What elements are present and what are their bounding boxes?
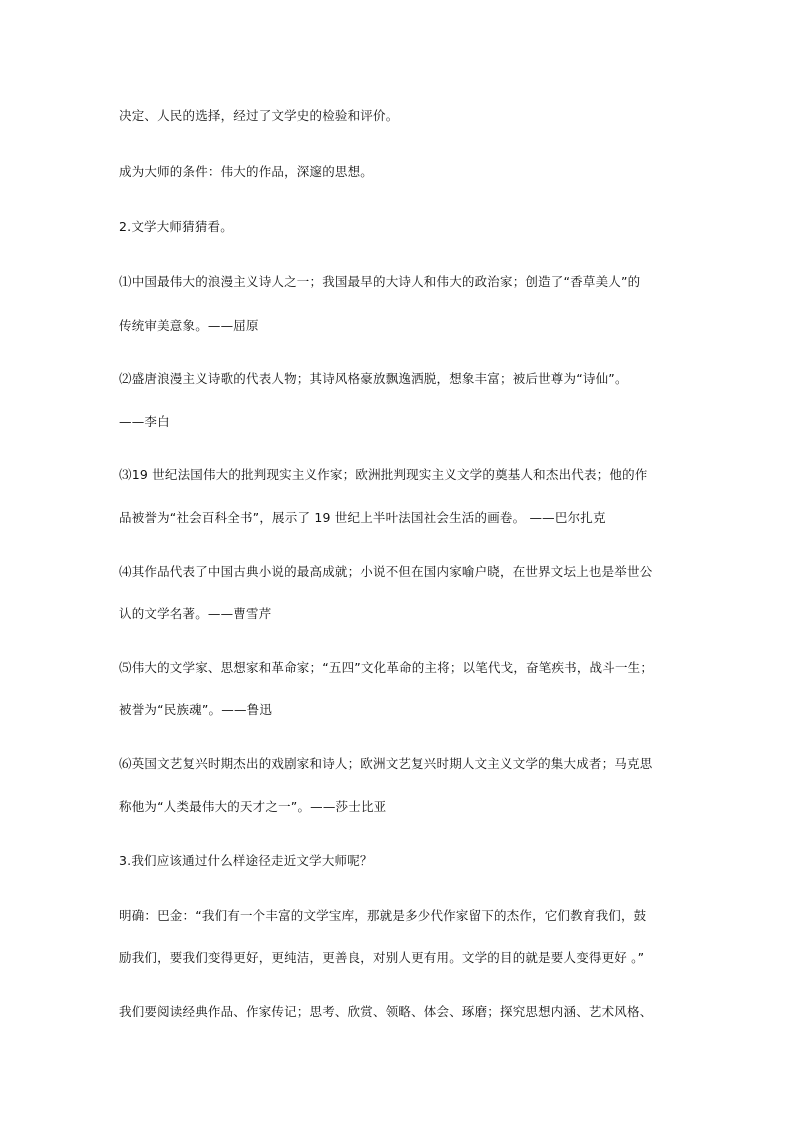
text-line: ⑵盛唐浪漫主义诗歌的代表人物；其诗风格豪放飘逸洒脱，想象丰富；被后世尊为“诗仙”。 (119, 371, 628, 386)
text-line: 被誉为“民族魂”。——鲁迅 (119, 702, 273, 717)
text-line: ⑷其作品代表了中国古典小说的最高成就；小说不但在国内家喻户晓，在世界文坛上也是举世公 (119, 564, 653, 579)
text-line: 明确：巴金：“我们有一个丰富的文学宝库，那就是多少代作家留下的杰作，它们教育我们，鼓 (119, 908, 647, 923)
text-line: ⑹英国文艺复兴时期杰出的戏剧家和诗人；欧洲文艺复兴时期人文主义文学的集大成者；马克思 (119, 756, 653, 771)
text-line: ⑶19 世纪法国伟大的批判现实主义作家；欧洲批判现实主义文学的奠基人和杰出代表；他的作 (119, 467, 648, 482)
text-line: ⑴中国最伟大的浪漫主义诗人之一；我国最早的大诗人和伟大的政治家；创造了“香草美人”的 (119, 274, 641, 289)
text-line: 我们要阅读经典作品、作家传记；思考、欣赏、领略、体会、琢磨；探究思想内涵、艺术风格、 (119, 1004, 653, 1019)
text-line: 传统审美意象。——屈原 (119, 318, 259, 333)
text-line: ——李白 (119, 414, 170, 429)
text-line: 称他为“人类最伟大的天才之一”。——莎士比亚 (119, 799, 387, 814)
section-heading: 3.我们应该通过什么样途径走近文学大师呢？ (119, 853, 373, 868)
text-line: 认的文学名著。——曹雪芹 (119, 606, 272, 621)
text-line: 决定、人民的选择，经过了文学史的检验和评价。 (119, 108, 399, 123)
section-heading: 2.文学大师猜猜看。 (119, 219, 233, 234)
text-line: 品被誉为“社会百科全书”，展示了 19 世纪上半叶法国社会生活的画卷。 ——巴尔扎克 (119, 510, 606, 525)
text-line: ⑸伟大的文学家、思想家和革命家；“五四”文化革命的主将；以笔代戈，奋笔疾书，战斗一生； (119, 660, 654, 675)
text-line: 励我们，要我们变得更好，更纯洁，更善良，对别人更有用。文学的目的就是要人变得更好 。” (119, 950, 645, 965)
text-line: 成为大师的条件：伟大的作品，深邃的思想。 (119, 164, 374, 179)
